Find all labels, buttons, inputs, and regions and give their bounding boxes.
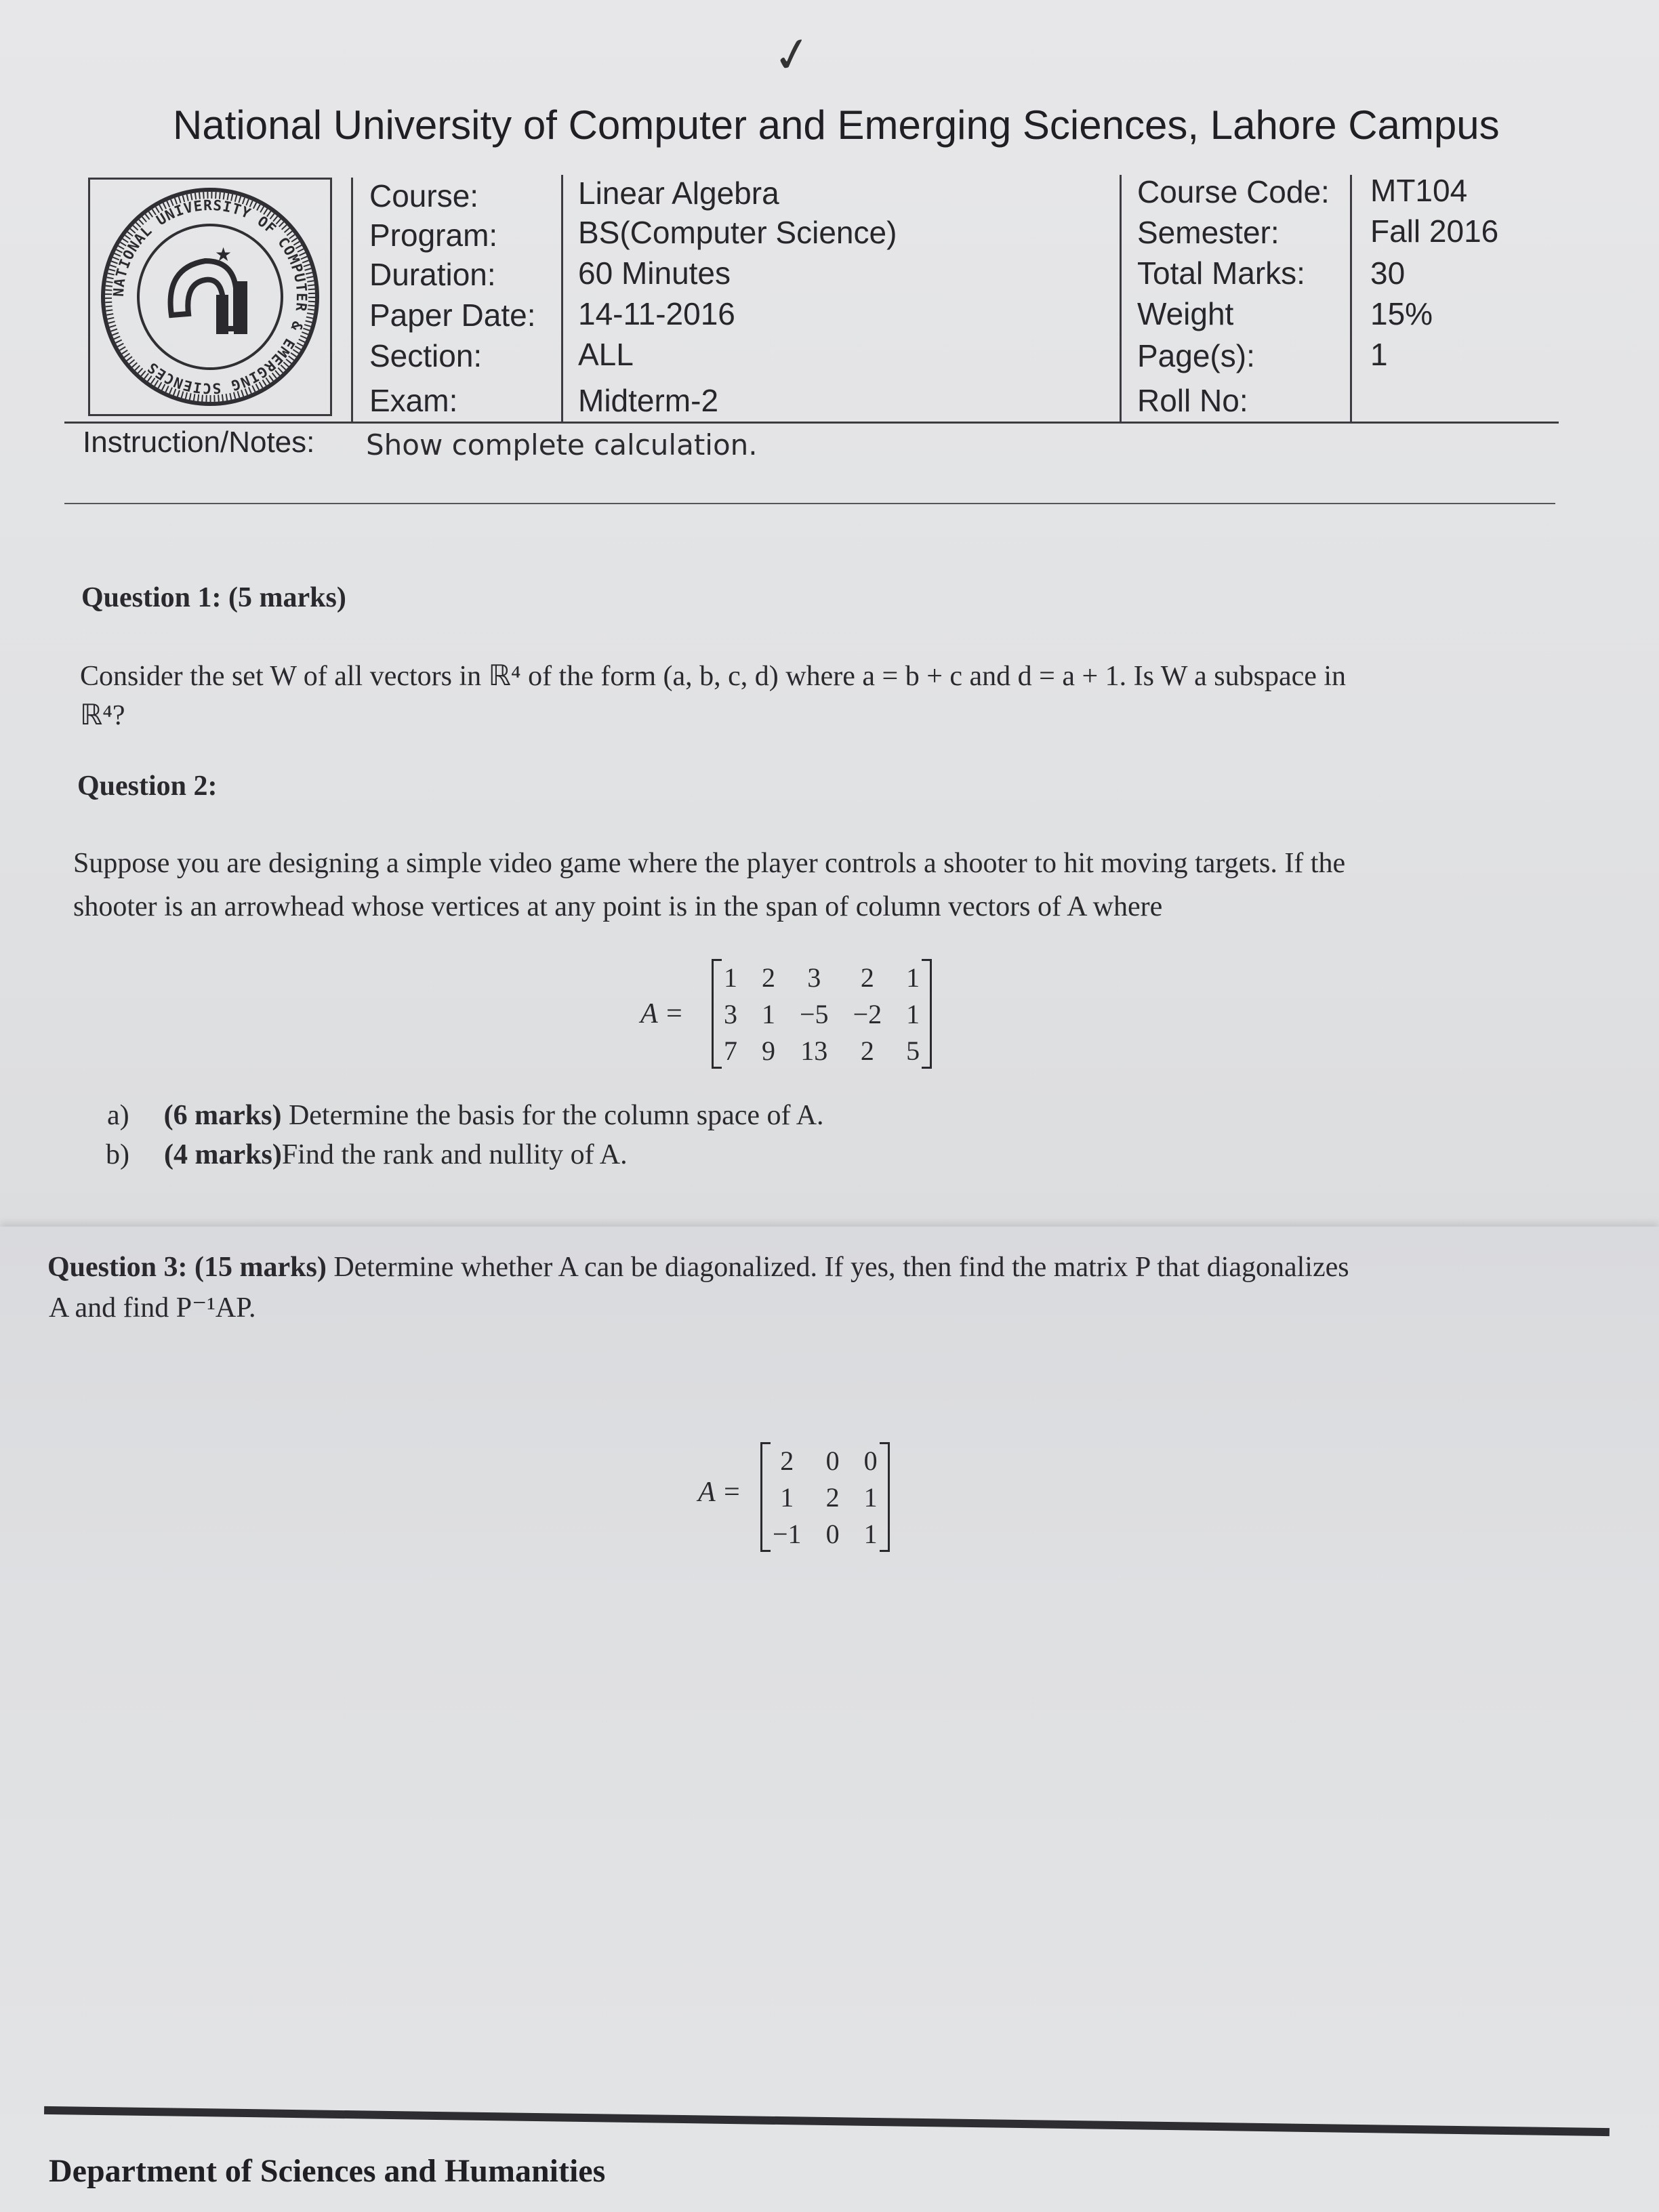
matrix-cell: 1	[906, 962, 920, 993]
matrix-cell: −2	[853, 998, 882, 1029]
matrix-cell: 1	[906, 998, 920, 1029]
svg-text:★: ★	[215, 243, 232, 266]
duration-value: 60 Minutes	[578, 255, 731, 291]
roll-no-label: Roll No:	[1137, 383, 1248, 418]
matrix-cell: 1	[863, 1481, 878, 1513]
question-1-line-2: ℝ⁴?	[80, 700, 125, 731]
matrix-row	[712, 1032, 932, 1069]
question-1-line-1: Consider the set W of all vectors in ℝ⁴ of the form (a, b, c, d) where a = b + c and d = a + 1. Is W a subspace in	[80, 661, 1347, 692]
instructions-text: Show complete calculation.	[366, 428, 758, 462]
question-3-matrix-label: A =	[698, 1477, 741, 1508]
matrix-cell: 2	[825, 1481, 840, 1513]
course-label: Course:	[369, 178, 479, 213]
course-code-label: Course Code:	[1137, 174, 1330, 209]
matrix-cell: 2	[860, 1035, 874, 1066]
matrix-row	[760, 1442, 890, 1479]
part-b-text: Find the rank and nullity of A.	[281, 1139, 628, 1170]
matrix-cell: 0	[863, 1445, 878, 1476]
lower-sheet	[0, 1227, 1659, 2212]
part-a-marker: a)	[107, 1100, 129, 1131]
matrix-right-bracket	[922, 959, 932, 1069]
matrix-cell: 2	[780, 1445, 794, 1476]
university-logo-box	[88, 178, 332, 416]
part-b-marker: b)	[106, 1139, 129, 1170]
part-a-text: Determine the basis for the column space of A.	[281, 1100, 824, 1131]
matrix-row	[712, 996, 932, 1032]
part-b-marks: (4 marks)	[164, 1139, 282, 1170]
question-3-line-1	[47, 1246, 1349, 1289]
university-title: National University of Computer and Emerging Sciences, Lahore Campus	[173, 102, 1500, 148]
paper-date-label: Paper Date:	[369, 298, 536, 333]
question-2-line-2: shooter is an arrowhead whose vertices at any point is in the span of column vectors of A where	[73, 891, 1163, 922]
matrix-right-bracket	[880, 1442, 890, 1552]
header-divider-3	[1120, 175, 1122, 423]
exam-value: Midterm-2	[578, 383, 719, 418]
instructions-label: Instruction/Notes:	[83, 426, 315, 459]
matrix-row	[760, 1515, 890, 1552]
weight-value: 15%	[1370, 296, 1433, 331]
question-3-line-2: A and find P⁻¹AP.	[49, 1292, 256, 1324]
matrix-cell: 9	[762, 1035, 775, 1066]
section-value: ALL	[578, 337, 634, 372]
matrix-cell: 2	[860, 962, 874, 993]
pages-value: 1	[1370, 337, 1388, 372]
matrix-cell: 1	[863, 1518, 878, 1549]
question-2-line-1: Suppose you are designing a simple video game where the player controls a shooter to hit moving targets. If the	[73, 848, 1346, 879]
matrix-cell: 0	[825, 1518, 840, 1549]
matrix-cell: 5	[906, 1035, 920, 1066]
matrix-cell: 7	[724, 1035, 737, 1066]
pages-label: Page(s):	[1137, 338, 1255, 373]
matrix-cell: 3	[724, 998, 737, 1029]
program-label: Program:	[369, 218, 498, 253]
part-a-marks: (6 marks)	[163, 1100, 282, 1131]
question-2-matrix-label: A =	[640, 998, 684, 1029]
weight-label: Weight	[1137, 296, 1234, 331]
department-footer: Department of Sciences and Humanities	[49, 2153, 606, 2189]
matrix-cell: 1	[780, 1481, 794, 1513]
matrix-cell: 3	[807, 962, 821, 993]
semester-value: Fall 2016	[1370, 213, 1499, 249]
program-value: BS(Computer Science)	[578, 215, 897, 250]
university-seal-icon	[90, 180, 330, 414]
header-divider-1	[351, 178, 353, 423]
total-marks-value: 30	[1370, 255, 1406, 291]
header-divider-4	[1350, 175, 1352, 423]
matrix-cell: 0	[825, 1445, 840, 1476]
header-divider-2	[561, 175, 563, 423]
check-mark: ✓	[768, 26, 817, 85]
course-value: Linear Algebra	[578, 176, 779, 211]
matrix-cell: 13	[800, 1035, 828, 1066]
question-2-matrix	[712, 959, 932, 1069]
matrix-cell: 1	[724, 962, 737, 993]
duration-label: Duration:	[369, 257, 496, 292]
paper-date-value: 14-11-2016	[578, 296, 735, 331]
logo-ring-text: NATIONAL UNIVERSITY OF COMPUTER & EMERGING SCIENCES	[110, 197, 310, 397]
matrix-cell: −1	[773, 1518, 802, 1549]
section-label: Section:	[369, 338, 483, 373]
matrix-left-bracket	[760, 1442, 771, 1552]
question-3-matrix	[760, 1442, 890, 1552]
question-2-part-b	[106, 1133, 628, 1176]
matrix-left-bracket	[712, 959, 722, 1069]
total-marks-label: Total Marks:	[1137, 255, 1305, 291]
matrix-cell: 1	[762, 998, 775, 1029]
matrix-cell: −5	[800, 998, 829, 1029]
header-bottom-line	[64, 422, 1559, 424]
header-top-line	[88, 178, 332, 180]
question-2-part-a	[107, 1094, 824, 1137]
matrix-row	[760, 1479, 890, 1515]
question-3-text: Determine whether A can be diagonalized. If yes, then find the matrix P that diagonalizes	[326, 1252, 1349, 1283]
exam-label: Exam:	[369, 383, 458, 418]
question-3-heading: Question 3: (15 marks)	[47, 1252, 327, 1283]
matrix-cell: 2	[762, 962, 775, 993]
question-2-heading: Question 2:	[77, 771, 218, 802]
course-code-value: MT104	[1370, 173, 1468, 208]
svg-text:NATIONAL UNIVERSITY OF COMPUTE	[110, 197, 310, 396]
matrix-row	[712, 959, 932, 996]
semester-label: Semester:	[1137, 215, 1279, 250]
question-1-heading: Question 1: (5 marks)	[81, 582, 346, 613]
instructions-rule	[64, 503, 1555, 504]
